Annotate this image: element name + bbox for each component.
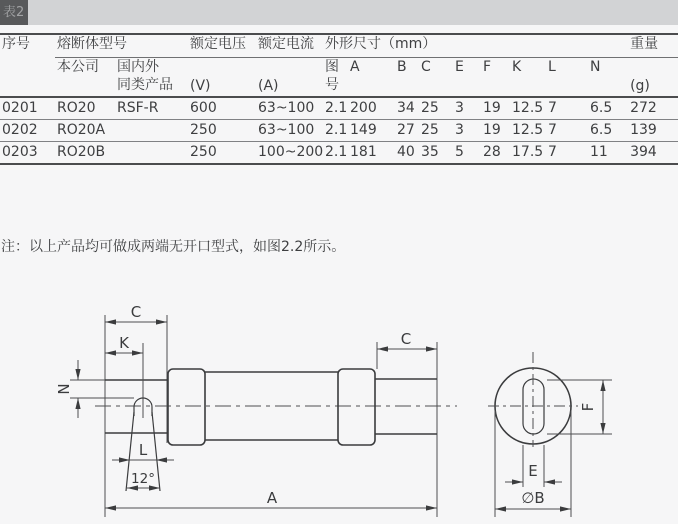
header-weight: 重量 — [628, 34, 678, 58]
cell-dim-a: 200 — [348, 97, 395, 120]
dim-label-k: K — [119, 334, 129, 352]
dim-label-f: F — [579, 402, 597, 412]
cell-dim-l: 7 — [546, 120, 588, 142]
header-dims-group: 外形尺寸（mm） — [323, 34, 628, 58]
header-weight-unit: (g) — [628, 58, 678, 98]
cell-dim-c: 35 — [419, 142, 453, 165]
cell-dim-f: 19 — [481, 97, 510, 120]
cell-dim-f: 19 — [481, 120, 510, 142]
table-row — [0, 120, 678, 142]
cell-dim-k: 12.5 — [510, 120, 546, 142]
fuse-body-outline — [105, 369, 437, 445]
cell-company-model: RO20 — [55, 97, 115, 120]
cell-weight: 272 — [628, 97, 678, 120]
cell-company-model: RO20A — [55, 120, 115, 142]
cell-dim-c: 25 — [419, 97, 453, 120]
fuse-cap-left — [168, 369, 205, 445]
header-voltage: 额定电压 — [188, 34, 256, 58]
dim-f — [547, 380, 612, 434]
table-tag: 表2 — [0, 0, 28, 25]
header-fig-line2: 号 — [325, 77, 339, 93]
cell-voltage: 600 — [188, 97, 256, 120]
dim-label-l: L — [138, 441, 148, 459]
cell-dim-k: 17.5 — [510, 142, 546, 165]
fuse-cap-right — [338, 369, 375, 445]
dim-c-left — [105, 303, 167, 322]
table-row — [0, 142, 678, 165]
cell-dim-e: 3 — [453, 120, 481, 142]
dim-label-n: N — [55, 383, 73, 395]
cell-dim-b: 27 — [395, 120, 419, 142]
header-dim-a: A — [348, 58, 395, 98]
header-voltage-unit: (V) — [188, 58, 256, 98]
cell-voltage: 250 — [188, 142, 256, 165]
note-text: 注：以上产品均可做成两端无开口型式，如图2.2所示。 — [1, 239, 346, 255]
dim-c-right — [377, 330, 437, 349]
cell-dim-b: 34 — [395, 97, 419, 120]
cell-fig: 2.1 — [323, 142, 348, 165]
dim-angle — [127, 471, 160, 488]
cell-dim-l: 7 — [546, 142, 588, 165]
header-company: 本公司 — [55, 58, 115, 98]
cell-dim-b: 40 — [395, 142, 419, 165]
dim-l — [112, 441, 174, 460]
header-fig-line1: 图 — [325, 59, 339, 75]
dim-k — [105, 334, 143, 353]
header-dim-b: B — [395, 58, 419, 98]
cell-dim-f: 28 — [481, 142, 510, 165]
dim-n — [55, 360, 134, 418]
header-dim-k: K — [510, 58, 546, 98]
dim-label-c-right: C — [400, 330, 412, 348]
cell-similar-model: RSF-R — [115, 97, 188, 120]
cell-similar-model — [115, 142, 188, 165]
cell-dim-k: 12.5 — [510, 97, 546, 120]
header-fig — [323, 58, 348, 98]
cell-similar-model — [115, 120, 188, 142]
cell-company-model: RO20B — [55, 142, 115, 165]
cell-current: 100~200 — [256, 142, 323, 165]
cell-dim-e: 5 — [453, 142, 481, 165]
dim-e — [505, 445, 562, 487]
dim-label-c-left: C — [130, 303, 142, 321]
cell-dim-e: 3 — [453, 97, 481, 120]
dim-label-angle: 12° — [131, 471, 155, 487]
header-dim-f: F — [481, 58, 510, 98]
cell-current: 63~100 — [256, 97, 323, 120]
cell-weight: 394 — [628, 142, 678, 165]
top-bar-fill — [28, 0, 678, 25]
cell-dim-l: 7 — [546, 97, 588, 120]
cell-dim-c: 25 — [419, 120, 453, 142]
end-view — [488, 352, 612, 517]
header-dim-e: E — [453, 58, 481, 98]
header-dim-c: C — [419, 58, 453, 98]
dim-label-a: A — [266, 489, 278, 507]
spec-table — [0, 33, 678, 165]
header-similar — [115, 58, 188, 98]
cell-dim-n: 6.5 — [588, 97, 628, 120]
dim-label-diameter-b: ∅B — [521, 489, 545, 507]
header-dim-l: L — [546, 58, 588, 98]
cell-dim-n: 11 — [588, 142, 628, 165]
header-current: 额定电流 — [256, 34, 323, 58]
header-serial: 序号 — [0, 34, 55, 97]
cell-dim-n: 6.5 — [588, 120, 628, 142]
cell-serial: 0203 — [0, 142, 55, 165]
table-row — [0, 97, 678, 120]
header-current-unit: (A) — [256, 58, 323, 98]
cell-fig: 2.1 — [323, 120, 348, 142]
cell-dim-a: 149 — [348, 120, 395, 142]
cell-serial: 0201 — [0, 97, 55, 120]
cell-fig: 2.1 — [323, 97, 348, 120]
dim-a — [105, 489, 437, 508]
header-dim-n: N — [588, 58, 628, 98]
cell-voltage: 250 — [188, 120, 256, 142]
top-bar — [0, 0, 678, 25]
cell-serial: 0202 — [0, 120, 55, 142]
fuse-technical-drawing — [0, 295, 678, 524]
cell-weight: 139 — [628, 120, 678, 142]
blade-slot-profile — [126, 343, 160, 491]
header-model-group: 熔断体型号 — [55, 34, 188, 58]
header-similar-line2: 同类产品 — [117, 77, 173, 93]
header-similar-line1: 国内外 — [117, 59, 159, 75]
cell-dim-a: 181 — [348, 142, 395, 165]
cell-current: 63~100 — [256, 120, 323, 142]
dim-label-e: E — [528, 462, 538, 480]
side-view — [55, 303, 457, 517]
